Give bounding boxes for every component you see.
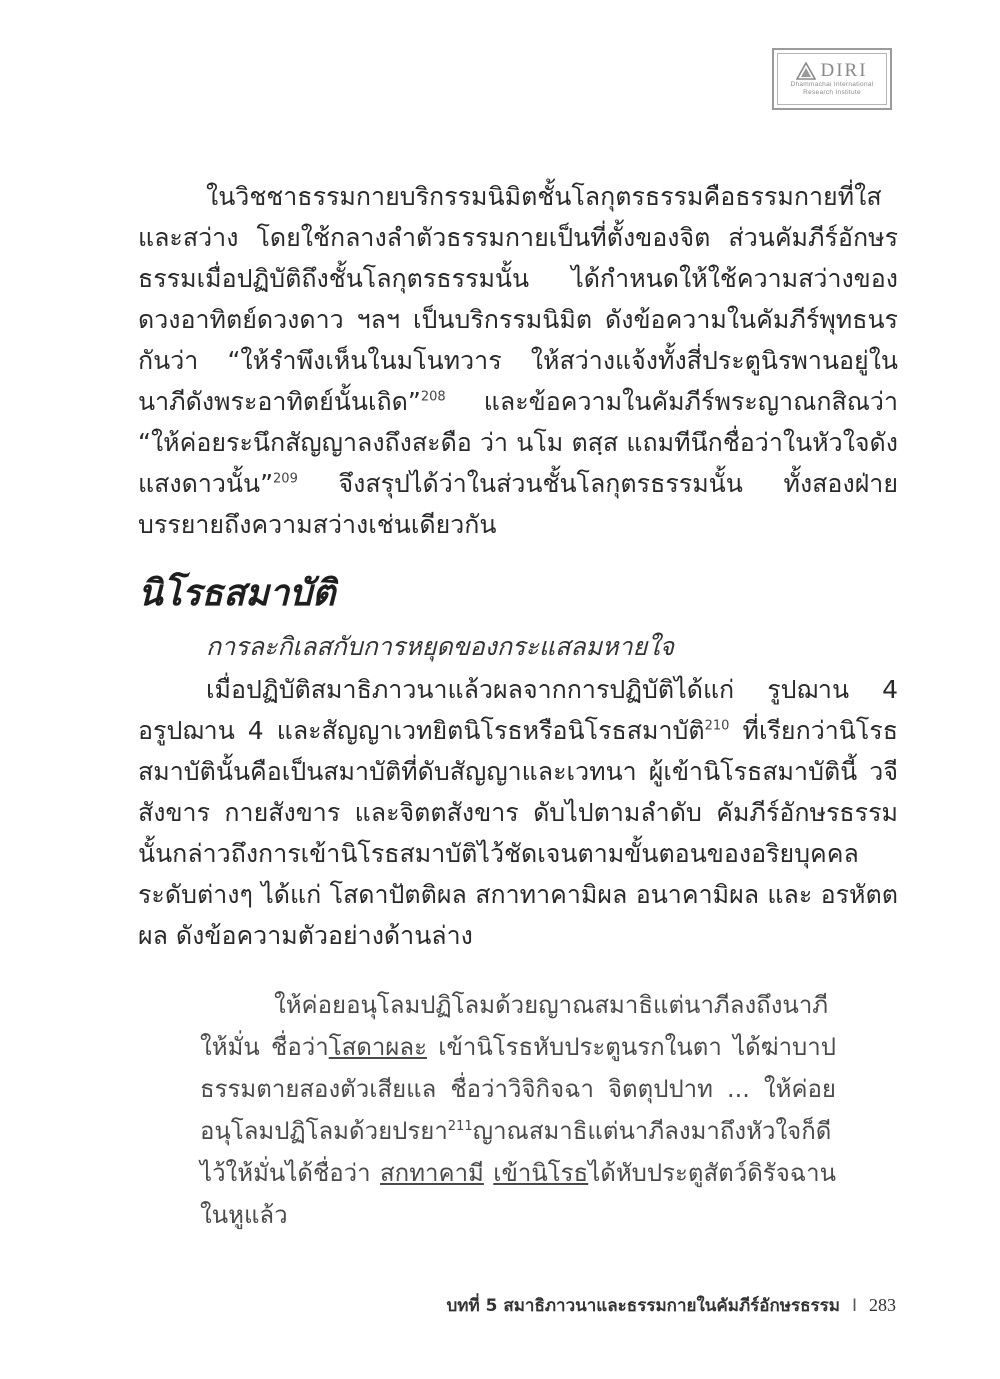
logo-line2: Research Institute (803, 89, 861, 96)
logo-frame (777, 53, 887, 105)
intro-paragraph (138, 176, 898, 545)
para2a-text: เมื่อปฏิบัติสมาธิภาวนาแล้วผลจากการปฏิบัติได้แก่ รูปฌาน 4 อรูปฌาน 4 และสัญญาเวทยิตนิโรธหรือนิโรธสมาบัติ (138, 675, 898, 745)
page-content (138, 176, 898, 1236)
para2b-text: ที่เรียกว่านิโรธสมาบัตินั้นคือเป็นสมาบัติที่ดับสัญญาและเวทนา ผู้เข้านิโรธสมาบัตินี้ วจีสังขาร กายสังขาร และจิตตสังขาร ดับไปตามลำดับ คัมภีร์อักษรธรรมนั้นกล่าวถึงการเข้านิโรธสมาบัติไว้ชัดเจนตามขั้นตอนของอริยบุคคลระดับต่างๆ ได้แก่ โสดาปัตติผล สกาทาคามิผล อนาคามิผล และ อรหัตตผล ดังข้อความตัวอย่างด้านล่าง (138, 716, 898, 950)
para1c-text: จึงสรุปได้ว่าในส่วนชั้นโลกุตรธรรมนั้น ทั้งสองฝ่ายบรรยายถึงความสว่างเช่นเดียวกัน (138, 469, 898, 539)
logo-name: DIRI (820, 60, 868, 81)
triangle-emblem-icon (796, 62, 816, 80)
quote-text-b: เข้านิโรธหับประตูนรกในตา ได้ฆ่าบาปธรรมตายสองตัวเสียแล ชื่อว่าวิจิกิจฉา จิตตุปปาท ... ให้ค่อยอนุโลมปฏิโลมด้วยปรยา (200, 1033, 836, 1145)
page-footer (446, 1292, 896, 1319)
chapter-title: บทที่ 5 สมาธิภาวนาและธรรมกายในคัมภีร์อักษรธรรม (446, 1296, 840, 1316)
quote-text-d (484, 1159, 493, 1187)
footnote-ref-211[interactable]: 211 (447, 1119, 473, 1134)
diri-logo (772, 48, 892, 110)
footnote-ref-210[interactable]: 210 (704, 718, 730, 734)
section-subtitle: การละกิเลสกับการหยุดของกระแสลมหายใจ (206, 632, 675, 661)
para1-text: ในวิชชาธรรมกายบริกรรมนิมิตชั้นโลกุตรธรรมคือธรรมกายที่ใสและสว่าง โดยใช้กลางลำตัวธรรมกายเป็นที่ตั้งของจิต ส่วนคัมภีร์อักษรธรรมเมื่อปฏิบัติถึงชั้นโลกุตรธรรมนั้น ได้กำหนดให้ใช้ความสว่างของดวงอาทิตย์ดวงดาว ฯลฯ เป็นบริกรรมนิมิต ดังข้อความในคัมภีร์พุทธนรกันว่า “ให้รำพึงเห็นในมโนทวาร ให้สว่างแจ้งทั้งสี่ประตูนิรพานอยู่ในนาภีดังพระอาทิตย์นั้นเถิด” (138, 182, 898, 416)
quote-text-c: ญาณสมาธิแต่นาภีลงมาถึงหัวใจก็ดีไว้ให้มั่นได้ชื่อว่า (200, 1117, 832, 1187)
quote-text-e: ได้หับประตูสัตว์ดิรัจฉานในหูแล้ว (200, 1159, 836, 1229)
logo-line1: Dhammachai International (790, 81, 874, 88)
quote-underlined-sakadagami: สกทาคามี (380, 1159, 484, 1187)
quote-underlined-sodapala: โสดาผละ (328, 1033, 427, 1061)
nirodha-paragraph (138, 669, 898, 956)
footnote-ref-209[interactable]: 209 (273, 471, 298, 487)
quote-text-a: ให้ค่อยอนุโลมปฏิโลมด้วยญาณสมาธิแต่นาภีลงถึงนาภีให้มั่น ชื่อว่า (200, 991, 829, 1061)
logo-row (796, 61, 867, 81)
footer-separator: I (851, 1296, 857, 1316)
page-number: 283 (869, 1295, 896, 1315)
quote-underlined-nirodha: เข้านิโรธ (493, 1159, 589, 1187)
para1b-text: และข้อความในคัมภีร์พระญาณกสิณว่า “ให้ค่อยระนึกสัญญาลงถึงสะดือ ว่า นโม ตสฺส แถมทีนึกชื่อว่าในหัวใจดังแสงดาวนั้น” (138, 387, 898, 498)
footnote-ref-208[interactable]: 208 (420, 389, 446, 405)
section-title: นิโรธสมาบัติ (138, 573, 336, 614)
quoted-passage (200, 984, 836, 1236)
